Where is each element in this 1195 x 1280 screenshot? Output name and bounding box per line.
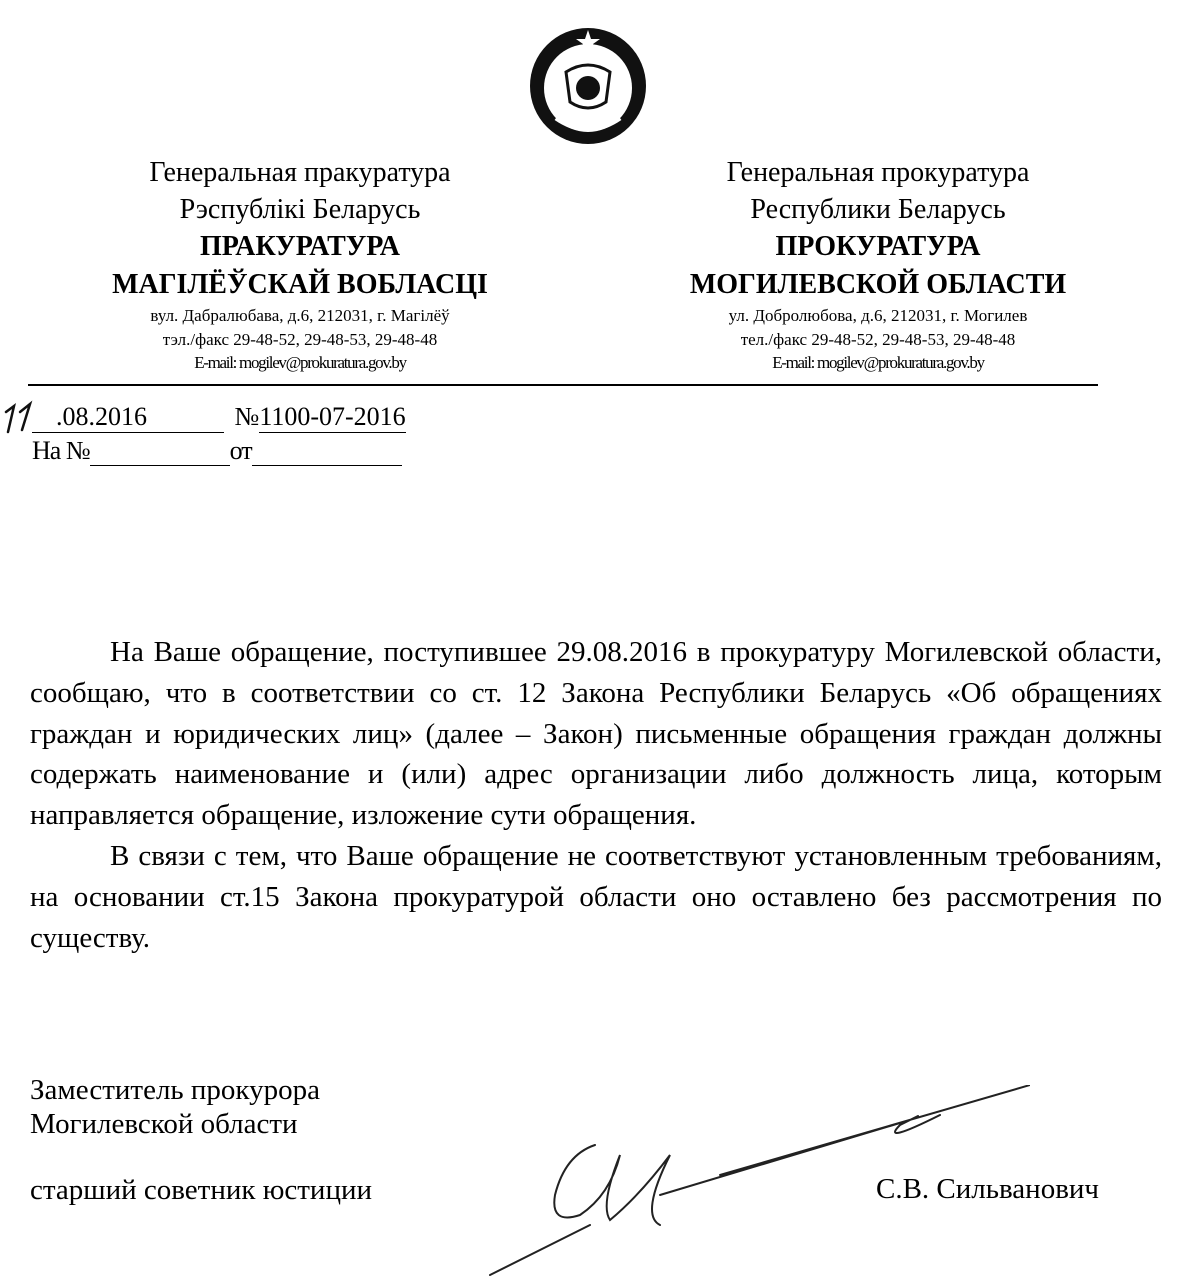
address: ул. Добролюбова, д.6, 212031, г. Могилев bbox=[728, 306, 1028, 325]
header-divider bbox=[28, 384, 1098, 386]
from-label: от bbox=[229, 436, 252, 465]
incoming-reference bbox=[32, 436, 402, 466]
header-line: Генеральная пракуратура bbox=[149, 157, 451, 188]
address: вул. Дабралюбава, д.6, 212031, г. Магілёў bbox=[150, 306, 450, 325]
header-belarusian bbox=[0, 154, 600, 375]
letter-body bbox=[30, 632, 1162, 958]
letter-date: .08.2016 bbox=[32, 402, 224, 433]
outgoing-reference bbox=[32, 402, 406, 433]
reply-to-label: На № bbox=[32, 436, 90, 465]
organization-title: ПРОКУРАТУРА bbox=[775, 231, 981, 262]
phone: тел./факс 29-48-52, 29-48-53, 29-48-48 bbox=[740, 329, 1016, 349]
state-emblem-icon bbox=[526, 22, 650, 148]
organization-title: МАГІЛЁЎСКАЙ ВОБЛАСЦІ bbox=[112, 269, 488, 300]
signatory-name: С.В. Сильванович bbox=[876, 1173, 1099, 1205]
body-paragraph: В связи с тем, что Ваше обращение не соответствуют установленным требованиям, на основании ст.15 Закона прокуратурой области оно оставлено без рассмотрения по существу. bbox=[30, 839, 1162, 954]
position-line: Заместитель прокурора bbox=[30, 1074, 320, 1106]
header-russian bbox=[578, 154, 1178, 375]
letter-number: 1100-07-2016 bbox=[259, 402, 406, 431]
header-line: Генеральная прокуратура bbox=[726, 157, 1030, 188]
header-line: Рэспублікі Беларусь bbox=[179, 194, 421, 225]
email: E-mail: mogilev@prokuratura.gov.by bbox=[194, 353, 406, 372]
signatory-rank: старший советник юстиции bbox=[30, 1174, 372, 1206]
signatory-position bbox=[30, 1073, 320, 1141]
phone: тэл./факс 29-48-52, 29-48-53, 29-48-48 bbox=[162, 329, 438, 349]
body-paragraph: На Ваше обращение, поступившее 29.08.2016 в прокуратуру Могилевской области, сообщаю, что в соответствии со ст. 12 Закона Республики Беларусь «Об обращениях граждан и юридических лиц» (далее – Закон) письменные обращения граждан должны содержать наименование и (или) адрес организации либо должность лица, которым направляется обращение, изложение сути обращения. bbox=[30, 636, 1162, 832]
organization-title: ПРАКУРАТУРА bbox=[199, 231, 401, 262]
position-line: Могилевской области bbox=[30, 1108, 298, 1140]
email: E-mail: mogilev@prokuratura.gov.by bbox=[772, 353, 984, 372]
number-sign: № bbox=[234, 402, 260, 431]
header-line: Республики Беларусь bbox=[750, 194, 1006, 225]
organization-title: МОГИЛЕВСКОЙ ОБЛАСТИ bbox=[689, 269, 1067, 300]
